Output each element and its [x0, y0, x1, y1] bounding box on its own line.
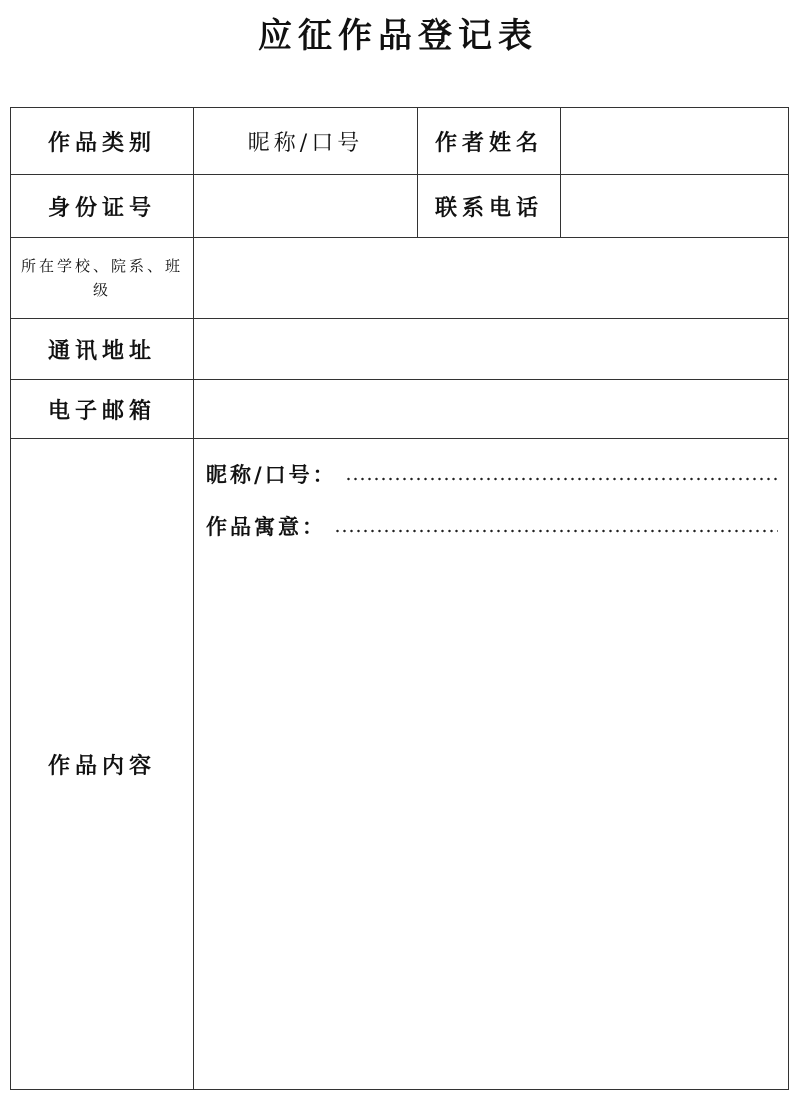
school-label: 所在学校、院系、班级: [11, 238, 194, 319]
registration-table: [10, 107, 789, 1090]
phone-label: 联系电话: [418, 175, 561, 238]
author-name-field[interactable]: [561, 108, 789, 175]
category-label: 作品类别: [11, 108, 194, 175]
nickname-line: [206, 455, 788, 489]
address-label: 通讯地址: [11, 319, 194, 380]
dotted-leader: [345, 477, 778, 481]
school-field[interactable]: [194, 238, 789, 319]
id-number-label: 身份证号: [11, 175, 194, 238]
form-title: 应征作品登记表: [258, 16, 538, 56]
nickname-line-label: 昵称/口号：: [206, 462, 337, 487]
email-label: 电子邮箱: [11, 380, 194, 439]
address-field[interactable]: [194, 319, 789, 380]
meaning-line: [206, 507, 788, 541]
author-name-label: 作者姓名: [418, 108, 561, 175]
phone-field[interactable]: [561, 175, 789, 238]
dotted-leader: [334, 529, 778, 533]
content-label: 作品内容: [11, 439, 194, 1090]
meaning-line-label: 作品寓意：: [206, 514, 326, 539]
nickname-slogan-cell: 昵称/口号: [194, 108, 418, 175]
email-field[interactable]: [194, 380, 789, 439]
id-number-field[interactable]: [194, 175, 418, 238]
content-area[interactable]: [194, 439, 789, 1090]
